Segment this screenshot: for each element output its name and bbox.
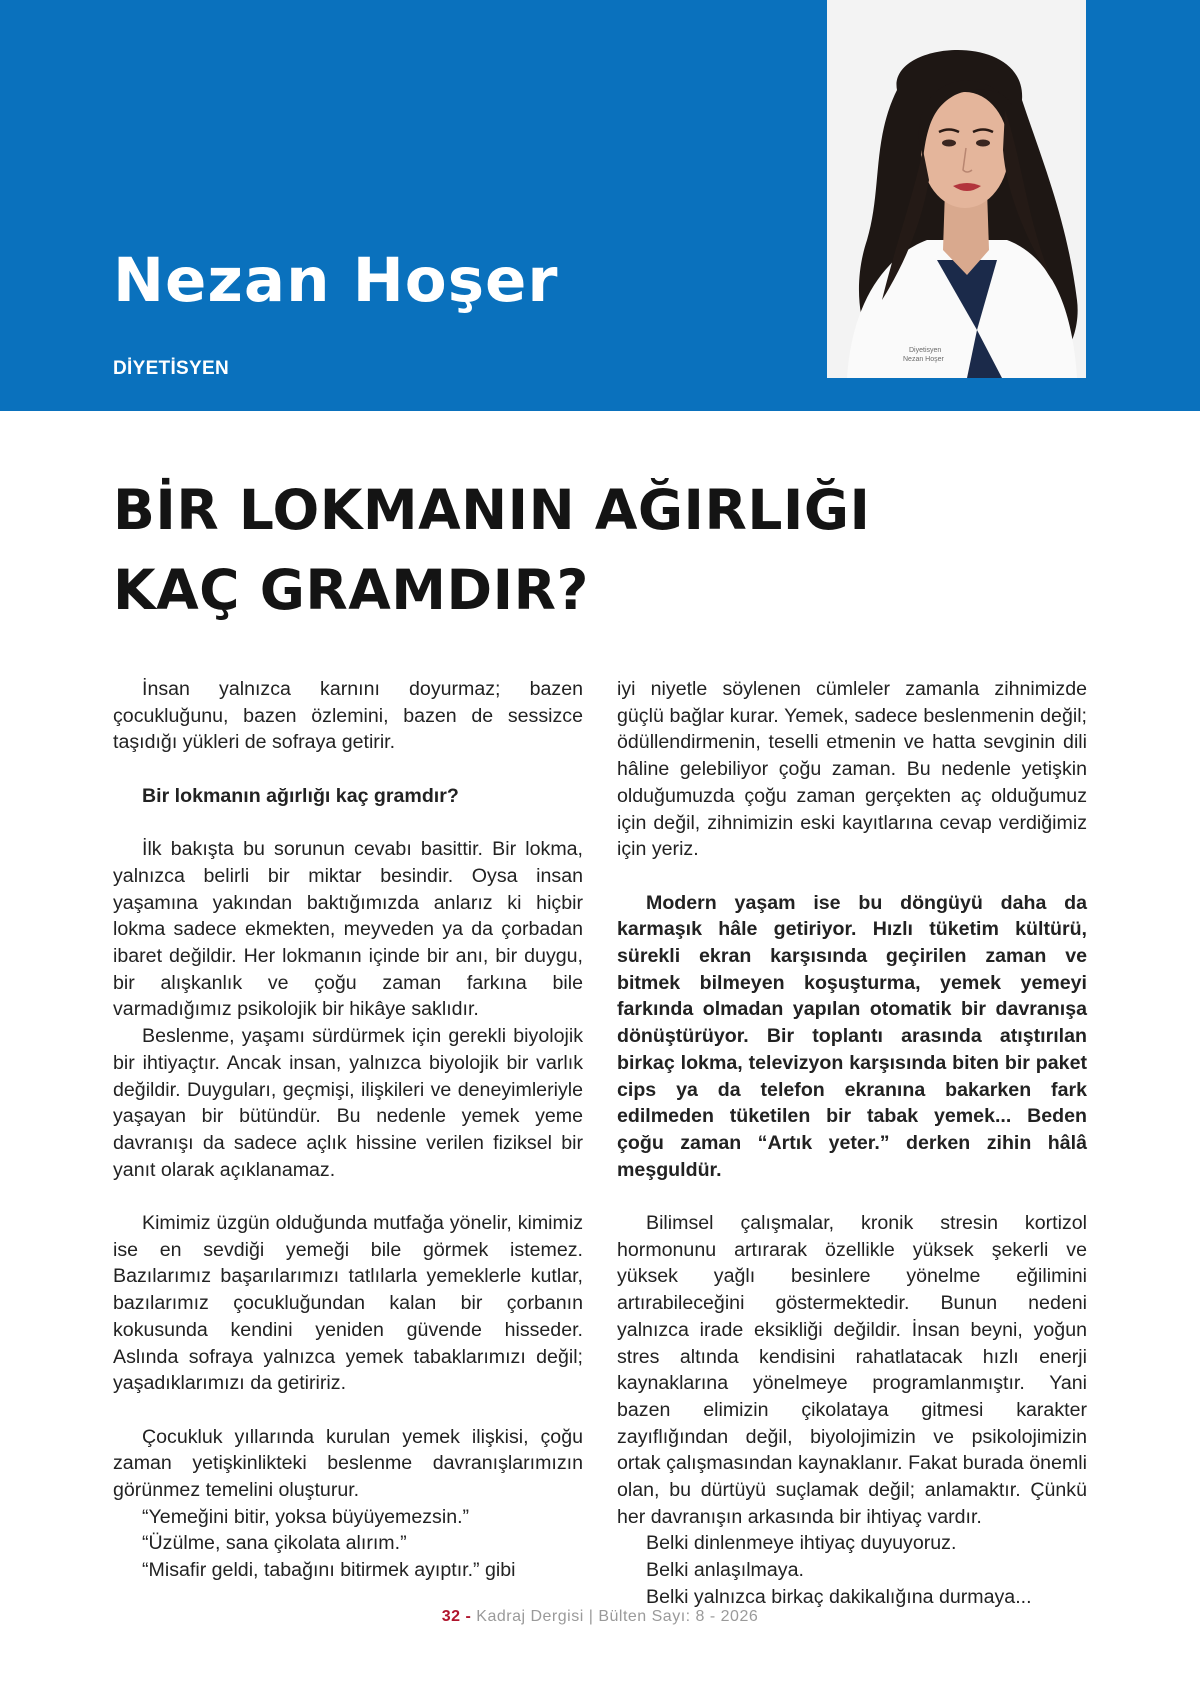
quote-line: “Yemeğini bitir, yoksa büyüyemezsin.” [142, 1505, 470, 1528]
paragraph: İnsan yalnızca karnını doyurmaz; bazen çocukluğunu, bazen özlemini, bazen de sessizce taşıdığı yükleri de sofraya getirir. [113, 678, 583, 754]
closing-line: Belki anlaşılmaya. [646, 1559, 804, 1582]
closing-line: Belki dinlenmeye ihtiyaç duyuyoruz. [646, 1532, 957, 1555]
paragraph: Kimimiz üzgün olduğunda mutfağa yönelir, kimimiz ise en sevdiği yemeği bile görmek istemez. Bazılarımız başarılarımızı tatlılarla yemeklerle kutlar, bazılarımız çocukluğundan kalan bir çorbanın kokusunda kendini yeniden güvende hisseder. Aslında sofraya yalnızca yemek tabaklarımızı değil; yaşadıklarımızı da getiririz. [113, 1212, 583, 1395]
subheading: Bir lokmanın ağırlığı kaç gramdır? [142, 784, 459, 807]
article-title-line-2: KAÇ GRAMDIR? [113, 558, 589, 622]
portrait-illustration [827, 0, 1086, 378]
paragraph: iyi niyetle söylenen cümleler zamanla zihnimizde güçlü bağlar kurar. Yemek, sadece beslenmenin değil; ödüllendirmenin, teselli etmenin ve hatta sevginin dili hâline gelebiliyor çoğu zaman. Bu nedenle yetişkin olduğumuzda çoğu zaman gerçekten aç olduğumuz için değil, zihnimizin eski kayıtlarına cevap verdiğimiz için yeriz. [617, 678, 1087, 861]
page-number: 32 - [441, 1608, 472, 1625]
right-column [617, 676, 1087, 1611]
header-band [0, 0, 1200, 411]
paragraph: Beslenme, yaşamı sürdürmek için gerekli biyolojik bir ihtiyaçtır. Ancak insan, yalnızca biyolojik bir varlık değildir. Duyguları, geçmişi, ilişkileri ve deneyimleriyle yaşayan bir bütündür. Bu nedenle yemek yeme davranışı da sadece açlık hissine verilen fiziksel bir yanıt olarak açıklanamaz. [113, 1025, 583, 1181]
left-column [113, 676, 583, 1584]
article-title [113, 470, 870, 630]
article-title-line-1: BİR LOKMANIN AĞIRLIĞI [113, 478, 871, 542]
quote-line: “Üzülme, sana çikolata alırım.” [142, 1532, 407, 1555]
page-footer [0, 1608, 1200, 1626]
author-role: DİYETİSYEN [113, 358, 229, 379]
author-portrait [827, 0, 1086, 378]
quote-line: “Misafir geldi, tabağını bitirmek ayıptır.” gibi [142, 1559, 516, 1582]
closing-line: Belki yalnızca birkaç dakikalığına durmaya... [646, 1585, 1032, 1608]
author-name: Nezan Hoşer [113, 245, 559, 316]
paragraph: Bilimsel çalışmalar, kronik stresin kortizol hormonunu artırarak özellikle yüksek şekerli ve yüksek yağlı besinlere yönelme eğilimini artırabileceğini göstermektedir. Bunun nedeni yalnızca irade eksikliği değildir. İnsan beyni, yoğun stres altında kendisini rahatlatacak hızlı enerji kaynaklarına yönelmeye programlanmıştır. Yani bazen elimizin çikolataya gitmesi karakter zayıflığından değil, biyolojimizin ve psikolojimizin ortak çalışmasından kaynaklanır. Fakat burada önemli olan, bu dürtüyü suçlamak değil; anlamaktır. Çünkü her davranışın arkasında bir ihtiyaç vardır. [617, 1212, 1087, 1528]
coat-embroidery: Diyetisyen [909, 347, 942, 354]
paragraph: Çocukluk yıllarında kurulan yemek ilişkisi, çoğu zaman yetişkinlikteki beslenme davranışlarımızın görünmez temelini oluşturur. [113, 1425, 583, 1502]
paragraph: İlk bakışta bu sorunun cevabı basittir. Bir lokma, yalnızca belirli bir miktar besindir. Oysa insan yaşamına yakından baktığımızda anlarız ki hiçbir lokma sadece ekmekten, meyveden ya da çorbadan ibaret değildir. Her lokmanın içinde bir anı, bir duygu, bir alışkanlık ve çoğu zaman farkına bile varmadığımız psikolojik bir hikâye saklıdır. [113, 838, 583, 1021]
highlight-paragraph: Modern yaşam ise bu döngüyü daha da karmaşık hâle getiriyor. Hızlı tüketim kültürü, sürekli ekran karşısında geçirilen zaman ve bitmek bilmeyen koşuşturma, yemek yemeyi farkında olmadan yapılan otomatik bir davranışa dönüştürüyor. Bir toplantı arasında atıştırılan birkaç lokma, televizyon karşısında biten bir paket cips ya da telefon ekranına bakarken fark edilmeden tüketilen bir tabak yemek... Beden çoğu zaman “Artık yeter.” derken zihin hâlâ meşguldür. [617, 891, 1087, 1181]
publication-info: Kadraj Dergisi | Bülten Sayı: 8 - 2026 [476, 1608, 759, 1625]
coat-embroidery-name: Nezan Hoşer [903, 356, 944, 363]
